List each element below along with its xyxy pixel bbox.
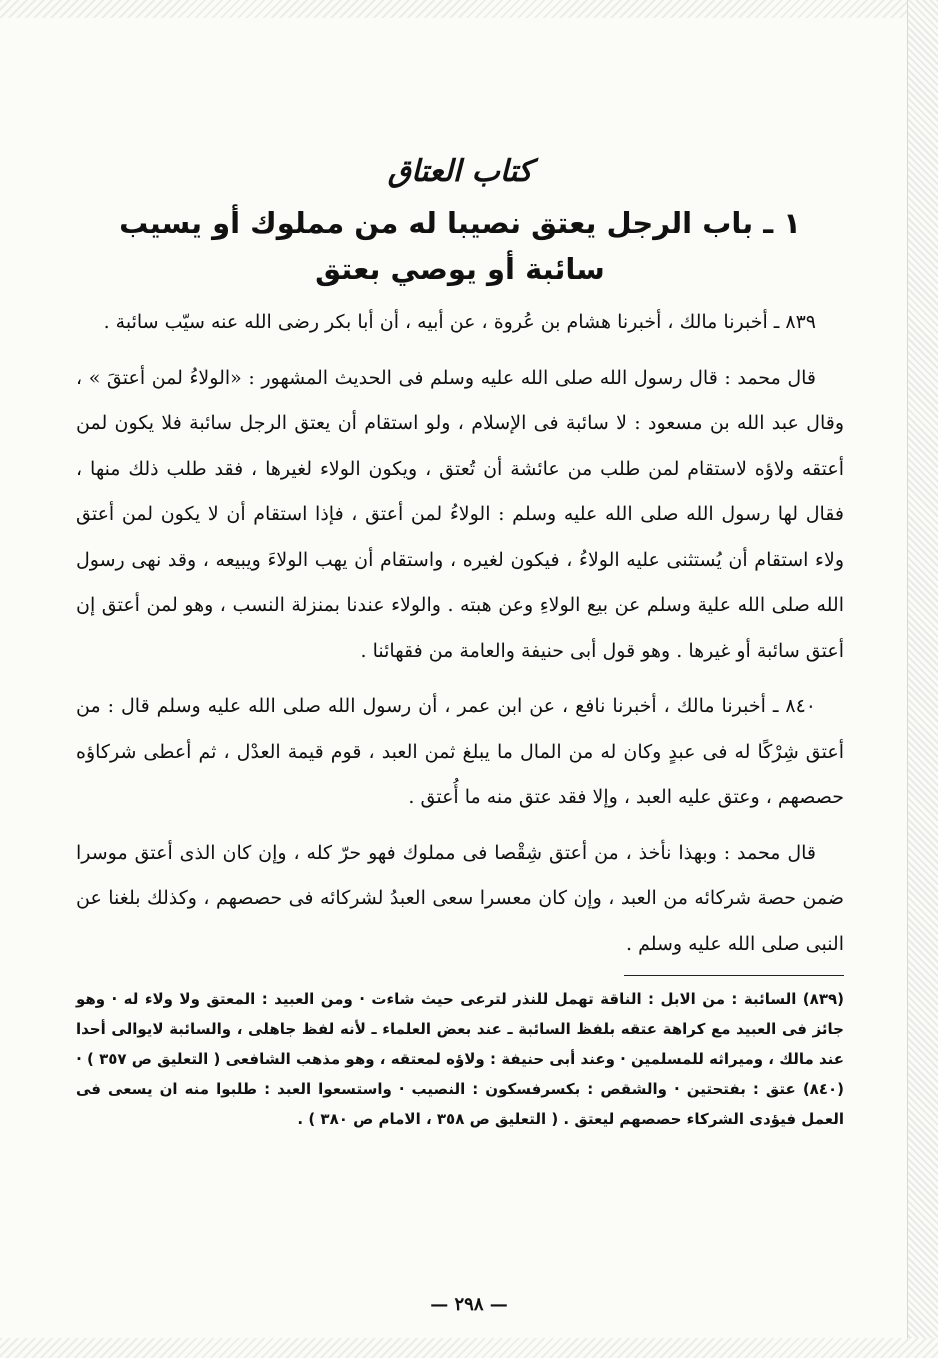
- page-body: [76, 150, 844, 1134]
- page-number: — ٢٩٨ —: [430, 1294, 508, 1315]
- chapter-heading-line-2: سائبة أو يوصي بعتق: [315, 252, 605, 286]
- scan-border-bottom: [0, 1338, 938, 1358]
- scan-border-right: [907, 0, 938, 1358]
- hadith-paragraph: ٨٤٠ ـ أخبرنا مالك ، أخبرنا نافع ، عن ابن عمر ، أن رسول الله صلى الله عليه وسلم قال : من أعتق شِرْكًا له فى عبدٍ وكان له من المال ما يبلغ ثمن العبد ، قوم قيمة العدْل ، ثم أعطى شركاؤه حصصهم ، وعتق عليه العبد ، وإلا فقد عتق منه ما أُعتق .: [76, 695, 844, 808]
- book-title: كتاب العتاق: [387, 154, 533, 189]
- chapter-heading: [76, 200, 844, 292]
- commentary-paragraph: قال محمد : وبهذا نأخذ ، من أعتق شِقْصا فى مملوك فهو حرّ كله ، وإن كان الذى أعتق موسرا ضمن حصة شركائه من العبد ، وإن كان معسرا سعى العبدُ لشركائه فى حصصهم ، وكذلك بلغنا عن النبى صلى الله عليه وسلم .: [76, 841, 844, 955]
- hadith-paragraph: ٨٣٩ ـ أخبرنا مالك ، أخبرنا هشام بن عُروة ، عن أبيه ، أن أبا بكر رضى الله عنه سيّب سائبة .: [103, 311, 816, 333]
- commentary-paragraph: قال محمد : قال رسول الله صلى الله عليه وسلم فى الحديث المشهور : «الولاءُ لمن أعتقَ » ، وقال عبد الله بن مسعود : لا سائبة فى الإسلام ، ولو استقام أن يعتق الرجل سائبة فلا يكون لمن أعتقه ولاؤه لاستقام لمن طلب من عائشة أن تُعتق ، ويكون الولاء لغيرها ، فقد طلب ذلك منها ، فقال لها رسول الله صلى الله عليه وسلم : الولاءُ لمن أعتق ، فإذا استقام أن لا يكون لمن أعتق ولاء استقام أن يُستثنى عليه الولاءُ ، فيكون لغيره ، واستقام أن يهب الولاءَ ويبيعه ، وقد نهى رسول الله صلى الله علية وسلم عن بيع الولاءِ وعن هبته . والولاء عندنا بمنزلة النسب ، وهو لمن أعتق إن أعتق سائبة أو غيرها . وهو قول أبى حنيفة والعامة من فقهائنا .: [76, 366, 844, 662]
- chapter-heading-line-1: ١ ـ باب الرجل يعتق نصيبا له من مملوك أو يسيب: [119, 206, 801, 240]
- footnote: (٨٣٩) السائبة : من الابل : الناقة تهمل للنذر لترعى حيث شاءت · ومن العبيد : المعتق ولا ولاء له · وهو جائز فى العبيد مع كراهة عتقه بلفظ السائبة ـ عند بعض العلماء ـ لأنه لفظ جاهلى ، والسائبة لايوالى أحدا عند مالك ، وميراثه للمسلمين · وعند أبى حنيفة : ولاؤه لمعتقه ، وهو مذهب الشافعى ( التعليق ص ٣٥٧ ) ·: [76, 990, 844, 1068]
- scan-border-top: [0, 0, 938, 18]
- footnote-divider: [624, 975, 844, 976]
- footnote: (٨٤٠) عتق : بفتحتين · والشقص : بكسرفسكون : النصيب · واستسعوا العبد : طلبوا منه ان يسعى فى العمل فيؤدى الشركاء حصصهم ليعتق . ( التعليق ص ٣٥٨ ، الامام ص ٣٨٠ ) .: [76, 1080, 844, 1128]
